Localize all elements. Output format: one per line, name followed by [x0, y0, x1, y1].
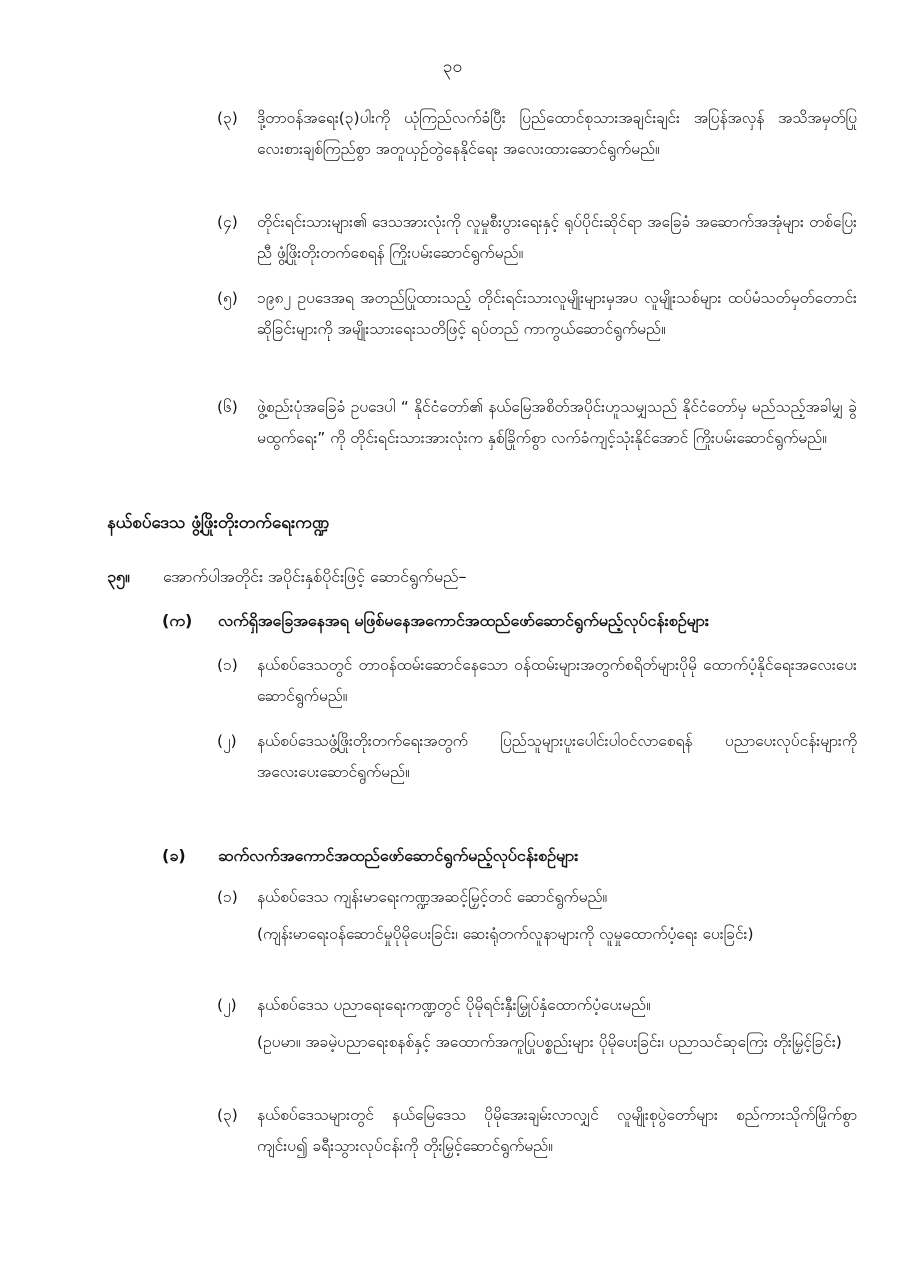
list-item	[217, 1100, 857, 1162]
subsection-title: ဆက်လက်အကောင်အထည်ဖော်ဆောင်ရွက်မည့်လုပ်ငန်းစဉ်များ	[218, 846, 579, 865]
subsection-heading	[162, 840, 862, 872]
item-text: နယ်စပ်ဒေသ ကျန်းမာရေးကဏ္ဍအဆင့်မြှင့်တင် ဆောင်ရွက်မည်။	[257, 888, 608, 906]
list-item	[217, 990, 857, 1058]
item-text: တိုင်းရင်းသားများ၏ ဒေသအားလုံးကို လူမှုစီးပွားရေးနှင့် ရုပ်ပိုင်းဆိုင်ရာ အခြေခံ အဆောက်အအုံများ တစ်ပြေးညီ ဖွံ့ဖြိုးတိုးတက်စေရန် ကြိုးပမ်းဆောင်ရွက်မည်။	[257, 213, 857, 262]
item-text: နယ်စပ်ဒေသဖွံ့ဖြိုးတိုးတက်ရေးအတွက် ပြည်သူများပူးပေါင်းပါဝင်လာစေရန် ပညာပေးလုပ်ငန်းများကို အလေးပေးဆောင်ရွက်မည်။	[257, 732, 857, 781]
subsection-number: (ခ)	[162, 846, 186, 865]
item-text: ဖွဲ့စည်းပုံအခြေခံ ဥပဒေပါ “ နိုင်ငံတော်၏ နယ်မြေအစိတ်အပိုင်းဟူသမျှသည် နိုင်ငံတော်မှ မည်သည့်အခါမျှ ခွဲမထွက်ရေး” ကို တိုင်းရင်းသားအားလုံးက နှစ်ခြိုက်စွာ လက်ခံကျင့်သုံးနိုင်အောင် ကြိုးပမ်းဆောင်ရွက်မည်။	[257, 398, 857, 447]
item-text: နယ်စပ်ဒေသများတွင် နယ်မြေဒေသ ပိုမိုအေးချမ်းလာလျှင် လူမျိုးစုပွဲတော်များ စည်ကားသိုက်မြိုက်စွာ ကျင်းပ၍ ခရီးသွားလုပ်ငန်းကို တိုးမြှင့်ဆောင်ရွက်မည်။	[257, 1106, 857, 1155]
list-item	[217, 650, 857, 712]
item-number: (၁)	[217, 656, 238, 674]
paragraph-text: အောက်ပါအတိုင်း အပိုင်းနှစ်ပိုင်းဖြင့် ဆောင်ရွက်မည်–	[163, 567, 467, 586]
subsection-title: လက်ရှိအခြေအနေအရ မဖြစ်မနေအကောင်အထည်ဖော်ဆောင်ရွက်မည့်လုပ်ငန်းစဉ်များ	[218, 611, 709, 630]
paragraph	[107, 561, 867, 593]
item-number: (၃)	[217, 1106, 238, 1124]
subsection-number: (က)	[162, 611, 193, 630]
list-item	[217, 207, 857, 269]
item-number: (၂)	[217, 732, 237, 750]
item-number: (၃)	[217, 109, 238, 127]
item-text: ၁၉၈၂ ဥပဒေအရ အတည်ပြုထားသည့် တိုင်းရင်းသားလူမျိုးများမှအပ လူမျိုးသစ်များ ထပ်မံသတ်မှတ်တောင်းဆိုခြင်းများကို အမျိုးသားရေးသတိဖြင့် ရပ်တည် ကာကွယ်ဆောင်ရွက်မည်။	[257, 289, 857, 338]
subsection-heading	[162, 605, 862, 637]
item-number: (၅)	[217, 289, 238, 307]
item-note: (ကျန်းမာရေးဝန်ဆောင်မှုပိုမိုပေးခြင်း၊ ဆေးရုံတက်လူနာများကို လူမှုထောက်ပံ့ရေး ပေးခြင်း)	[257, 925, 754, 943]
item-number: (၄)	[217, 213, 238, 231]
item-text: နယ်စပ်ဒေသ ပညာရေးရေးကဏ္ဍတွင် ပိုမိုရင်းနှီးမြှုပ်နှံထောက်ပံ့ပေးမည်။	[257, 996, 651, 1014]
section-heading: နယ်စပ်ဒေသ ဖွံ့ဖြိုးတိုးတက်ရေးကဏ္ဍ	[107, 513, 330, 533]
list-item	[217, 283, 857, 345]
list-item	[217, 882, 857, 950]
item-text: နယ်စပ်ဒေသတွင် တာဝန်ထမ်းဆောင်နေသော ဝန်ထမ်းများအတွက်စရိတ်များပိုမို ထောက်ပံ့နိုင်ရေးအလေးပေးဆောင်ရွက်မည်။	[257, 656, 857, 705]
item-note: (ဥပမာ။ အခမဲ့ပညာရေးစနစ်နှင့် အထောက်အကူပြုပစ္စည်းများ ပိုမိုပေးခြင်း၊ ပညာသင်ဆုကြေး တိုးမြှင့်ခြင်း)	[257, 1033, 842, 1051]
item-text: ဒို့တာဝန်အရေး(၃)ပါးကို ယုံကြည်လက်ခံပြီး ပြည်ထောင်စုသားအချင်းချင်း အပြန်အလှန် အသိအမှတ်ပြု လေးစားချစ်ကြည်စွာ အတူယှဉ်တွဲနေနိုင်ရေး အလေးထားဆောင်ရွက်မည်။	[257, 109, 857, 158]
page-number: ၃၀	[442, 57, 463, 77]
item-number: (၁)	[217, 888, 238, 906]
list-item	[217, 392, 857, 454]
paragraph-number: ၃၅။	[107, 567, 130, 586]
list-item	[217, 726, 857, 788]
item-number: (၂)	[217, 996, 237, 1014]
list-item	[217, 103, 857, 165]
item-number: (၆)	[217, 398, 238, 416]
